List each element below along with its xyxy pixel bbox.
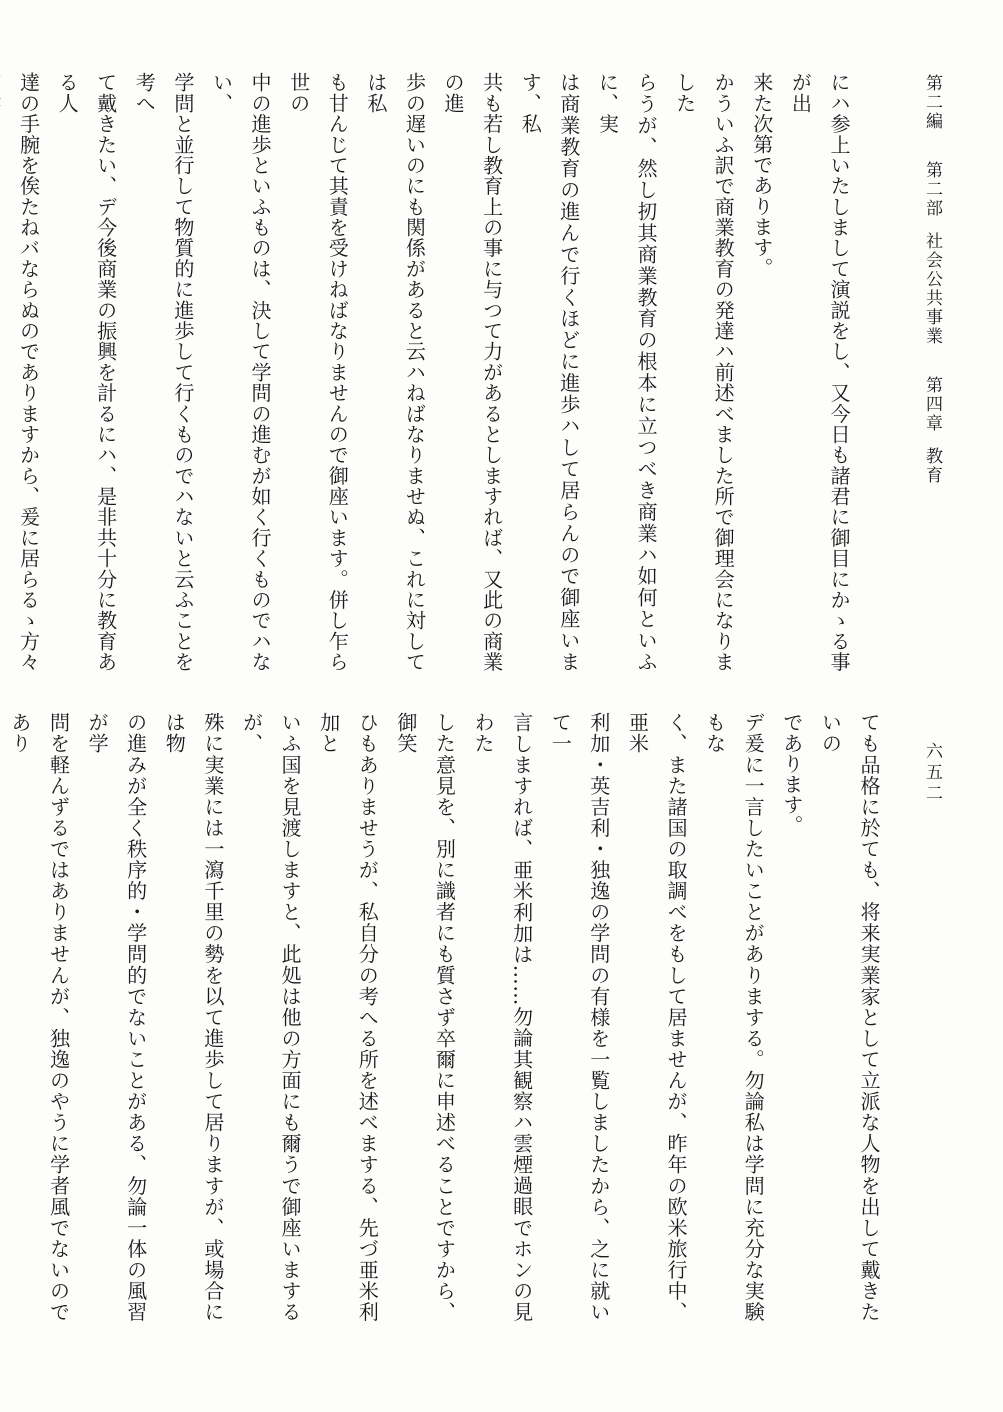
text-line: ても品格に於ても、将来実業家として立派な人物を出して戴きたいの (818, 712, 881, 1322)
text-line: した意見を、別に識者にも質さず卒爾に申述べることですから、御笑 (393, 712, 457, 1322)
text-line: 共も若し教育上の事に与つて力があるとしますれば、又此の商業の進 (441, 72, 504, 672)
text-block-top (16, 72, 858, 672)
page-number: 六五二 (922, 742, 942, 805)
header-part: 第二編 (922, 74, 942, 131)
text-line: も甘んじて其責を受けねばなりませんので御座います。併し乍ら世の (286, 72, 350, 672)
text-line: く、また諸国の取調べをもして居ませんが、昨年の欧米旅行中、亜米 (625, 712, 689, 1322)
text-line: にハ参上いたしまして演説をし、又今日も諸君に御目にかゝる事が出 (788, 72, 851, 672)
text-line: デ爰に一言したいことがありまする。勿論私は学問に充分な実験もな (702, 712, 766, 1322)
header-section: 社会公共事業 (922, 232, 942, 346)
text-line: 利加・英吉利・独逸の学問の有様を一覧しましたから、之に就いて一 (548, 712, 611, 1322)
header-chapter: 第四章 (922, 376, 942, 433)
text-line: の進みが全く秩序的・学問的でないことがある、勿論一体の風習が学 (85, 712, 148, 1322)
text-line: いふ国を見渡しますと、此処は他の方面にも爾うで御座いまするが、 (239, 712, 303, 1322)
text-line: であります。 (779, 712, 804, 836)
text-line: 学問と並行して物質的に進歩して行くものでハないと云ふことを考へ (132, 72, 195, 672)
text-line: は商業教育の進んで行くほどに進歩ハして居らんので御座います、私 (518, 72, 581, 672)
text-line: 問を軽んずるではありませんが、独逸のやうに学者風でないのであり (7, 712, 71, 1322)
text-line: 言しますれば、亜米利加は……勿論其観察ハ雲煙過眼でホンの見わた (471, 712, 534, 1322)
text-line: て戴きたい、デ今後商業の振興を計るにハ、是非共十分に教育ある人 (55, 72, 118, 672)
text-line: かういふ訳で商業教育の発達ハ前述べました所で御理会になりました (672, 72, 736, 672)
header-division: 第二部 (922, 161, 942, 218)
header-topic: 教育 (922, 447, 942, 485)
text-line: 殊に実業には一瀉千里の勢を以て進歩して居りますが、或場合には物 (162, 712, 225, 1322)
text-line: ひもありませうが、私自分の考へる所を述べまする、先づ亜米利加と (316, 712, 380, 1322)
text-block-bottom (7, 712, 888, 1322)
text-line: 歩の遅いのにも関係があると云ハねばなりませぬ、これに対しては私 (363, 72, 427, 672)
text-line: 中の進歩といふものは、決して学問の進むが如く行くものでハない、 (209, 72, 273, 672)
text-line: 来た次第であります。 (749, 72, 774, 278)
text-line: 達の手腕を俟たねバならぬのでありますから、爰に居らるゝ方々 (16, 72, 41, 672)
text-line: らうが、然し扨其商業教育の根本に立つべき商業ハ如何といふに、実 (595, 72, 659, 672)
running-header (912, 74, 952, 714)
